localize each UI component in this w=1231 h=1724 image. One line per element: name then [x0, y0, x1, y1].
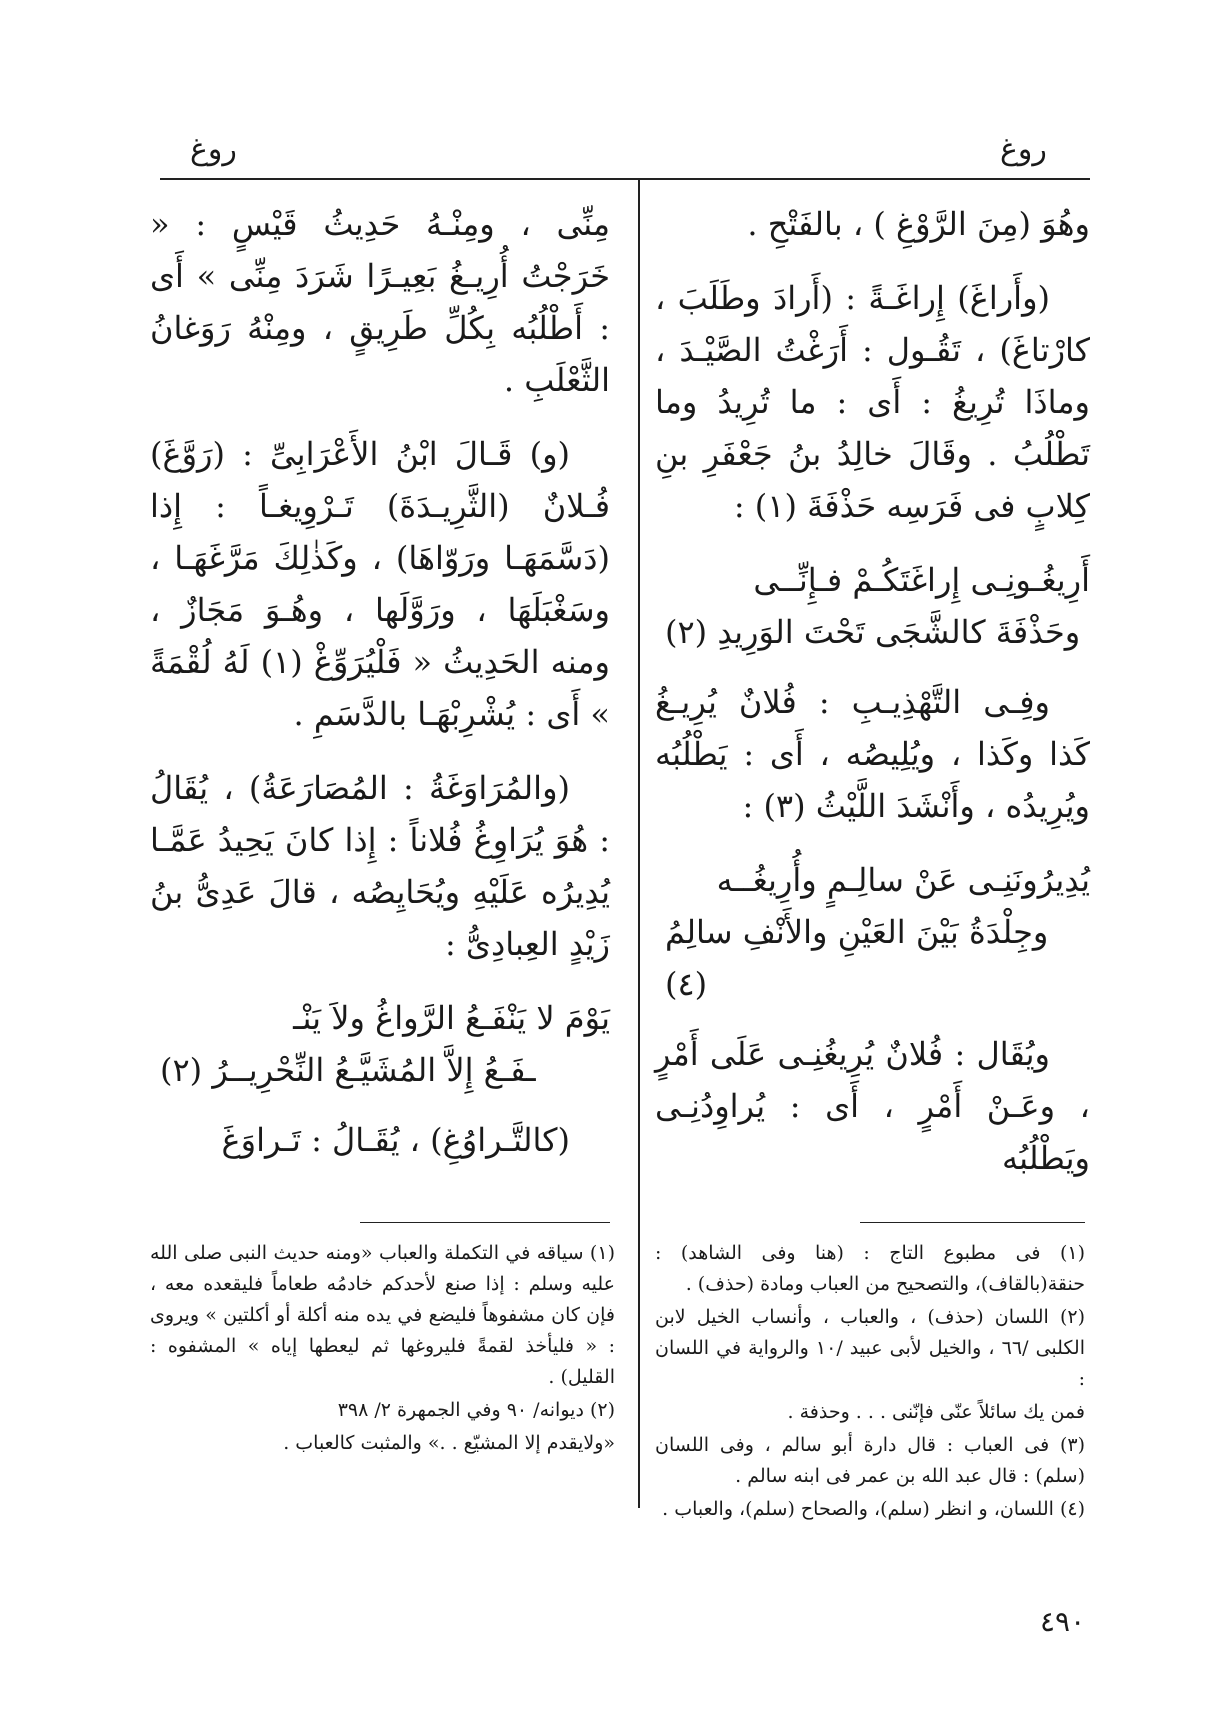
entry-paragraph: (كالتَّـراوُغِ) ، يُقَـالُ : تَـراوَغَ	[221, 1121, 570, 1159]
footnote: (٢) ديوانه/ ٩٠ وفي الجمهرة ٢/ ٣٩٨	[337, 1399, 615, 1421]
footnote-rule-right	[860, 1222, 1085, 1223]
footnote: (١) فى مطبوع التاج : (هنا وفى الشاهد) : حنقة(بالقاف)، والتصحيح من العباب ومادة (حذف) .	[655, 1242, 1085, 1295]
footnote: (١) سياقه في التكملة والعباب «ومنه حديث النبى صلى الله عليه وسلم : إذا صنع لأحدكم خادمُه طعاماً فليقعده معه ، فإن كان مشفوهاً فليضع في يده منه أكلة أو أكلتين » ويروى : « فليأخذ لقمةً فليروغها ثم ليعطها إياه » المشفوه : القليل) .	[150, 1242, 615, 1388]
entry-paragraph: وهُوَ (مِنَ الرَّوْغِ ) ، بالفَتْحِ .	[747, 205, 1090, 243]
running-header-left: روغ	[190, 132, 237, 167]
poetry-verse	[655, 554, 1090, 658]
entry-paragraph: (والمُرَاوَغَةُ : المُصَارَعَةُ) ، يُقَالُ : هُوَ يُرَاوِغُ فُلاناً : إِذا كانَ يَحِيدُ عَمَّـا يُدِيرُه عَلَيْهِ ويُحَايِصُه ، قالَ عَدِىُّ بنُ زَيْدٍ العِبادِىُّ :	[150, 769, 610, 963]
footnote: (٢) اللسان (حذف) ، والعباب ، وأنساب الخيل لابن الكلبى /٦٦ ، والخيل لأبى عبيد /١٠ والرواية في اللسان :	[655, 1306, 1085, 1390]
column-divider	[638, 178, 640, 1508]
verse-hemistich-first: يُدِيرُونَنِـى عَنْ سالِـمٍ وأُرِيغُــه	[716, 861, 1090, 899]
footnote-rule-left	[360, 1222, 610, 1223]
right-column	[655, 198, 1090, 1206]
left-column	[150, 198, 610, 1188]
footnote: فمن يك سائلاً عنّى فإنّنى . . . وحذفة .	[787, 1401, 1085, 1423]
entry-paragraph: مِنِّى ، ومِنْـهُ حَدِيثُ قَيْسٍ : « خَرَجْتُ أُرِيـغُ بَعِيـرًا شَرَدَ مِنِّى » أَى : أَطْلُبُه بِكُلِّ طَرِيقٍ ، ومِنْهُ رَوَغانُ الثَّعْلَبِ .	[150, 205, 610, 399]
verse-hemistich-second: ـفَـعُ إِلاَّ المُشَيَّـعُ النِّحْرِيــرُ (٢)	[160, 1051, 536, 1089]
footnotes-left	[150, 1238, 615, 1461]
entry-paragraph: ويُقَال : فُلانٌ يُرِيغُنِـى عَلَى أَمْرٍ ، وعَـنْ أَمْرٍ ، أَى : يُراوِدُنِـى ويَطْلُبُه	[655, 1035, 1090, 1177]
footnote: «ولايقدم إلا المشيّع . .» والمثبت كالعباب .	[283, 1432, 615, 1454]
running-header-right: روغ	[1000, 132, 1047, 167]
entry-paragraph: وفِـى التَّهْذِيـبِ : فُلانٌ يُرِيـغُ كَذا وكَذا ، ويُلِيصُه ، أَى : يَطْلُبُه ويُرِيدُه ، وأَنْشَدَ اللَّيْثُ (٣) :	[655, 683, 1090, 825]
verse-hemistich-second: وجِلْدَةُ بَيْنَ العَيْنِ والأَنْفِ سالِمُ (٤)	[665, 913, 1049, 1003]
footnotes-right	[655, 1238, 1085, 1527]
page-number: ٤٩٠	[1040, 1605, 1086, 1638]
verse-hemistich-first: يَوْمَ لا يَنْفَـعُ الرَّواغُ ولاَ يَنْـ	[293, 999, 610, 1037]
entry-paragraph: (وأَراغَ) إِراغَـةً : (أَرادَ وطَلَبَ ، كارْتاغَ) ، تَقُـول : أَرَغْتُ الصَّيْـدَ ، وماذَا تُرِيغُ : أَى : ما تُرِيدُ وما تَطْلُبُ . وقَالَ خالِدُ بنُ جَعْفَرِ بنِ كِلابٍ فى فَرَسِه حَذْفَةَ (١) :	[655, 279, 1090, 525]
entry-paragraph: (و) قَـالَ ابْنُ الأَعْرَابِىِّ : (رَوَّغَ) فُـلانٌ (الثَّرِيـدَةَ) تَـرْوِيغـاً : إِذا (دَسَّمَهَـا ورَوّاهَا) ، وكَذٰلِكَ مَرَّغَهَـا ، وسَغْبَلَهَا ، ورَوَّلَها ، وهُـوَ مَجَازٌ ، ومنه الحَدِيثُ « فَلْيُرَوِّغْ (١) لَهُ لُقْمَةً » أَى : يُشْرِبْهَـا بالدَّسَمِ .	[150, 435, 610, 733]
verse-hemistich-second: وحَذْفَةَ كالشَّجَى تَحْتَ الوَرِيدِ (٢)	[665, 613, 1081, 651]
footnote: (٣) فى العباب : قال دارة أبو سالم ، وفى اللسان (سلم) : قال عبد الله بن عمر فى ابنه سالم .	[655, 1434, 1085, 1487]
verse-hemistich-first: أَرِيغُـونِـى إِراغَتَكُـمْ فـإِنِّــى	[753, 561, 1090, 599]
poetry-verse	[655, 854, 1090, 1010]
poetry-verse	[150, 992, 610, 1096]
footnote: (٤) اللسان، و انظر (سلم)، والصحاح (سلم)، والعباب .	[662, 1498, 1085, 1520]
header-rule	[160, 178, 1090, 180]
